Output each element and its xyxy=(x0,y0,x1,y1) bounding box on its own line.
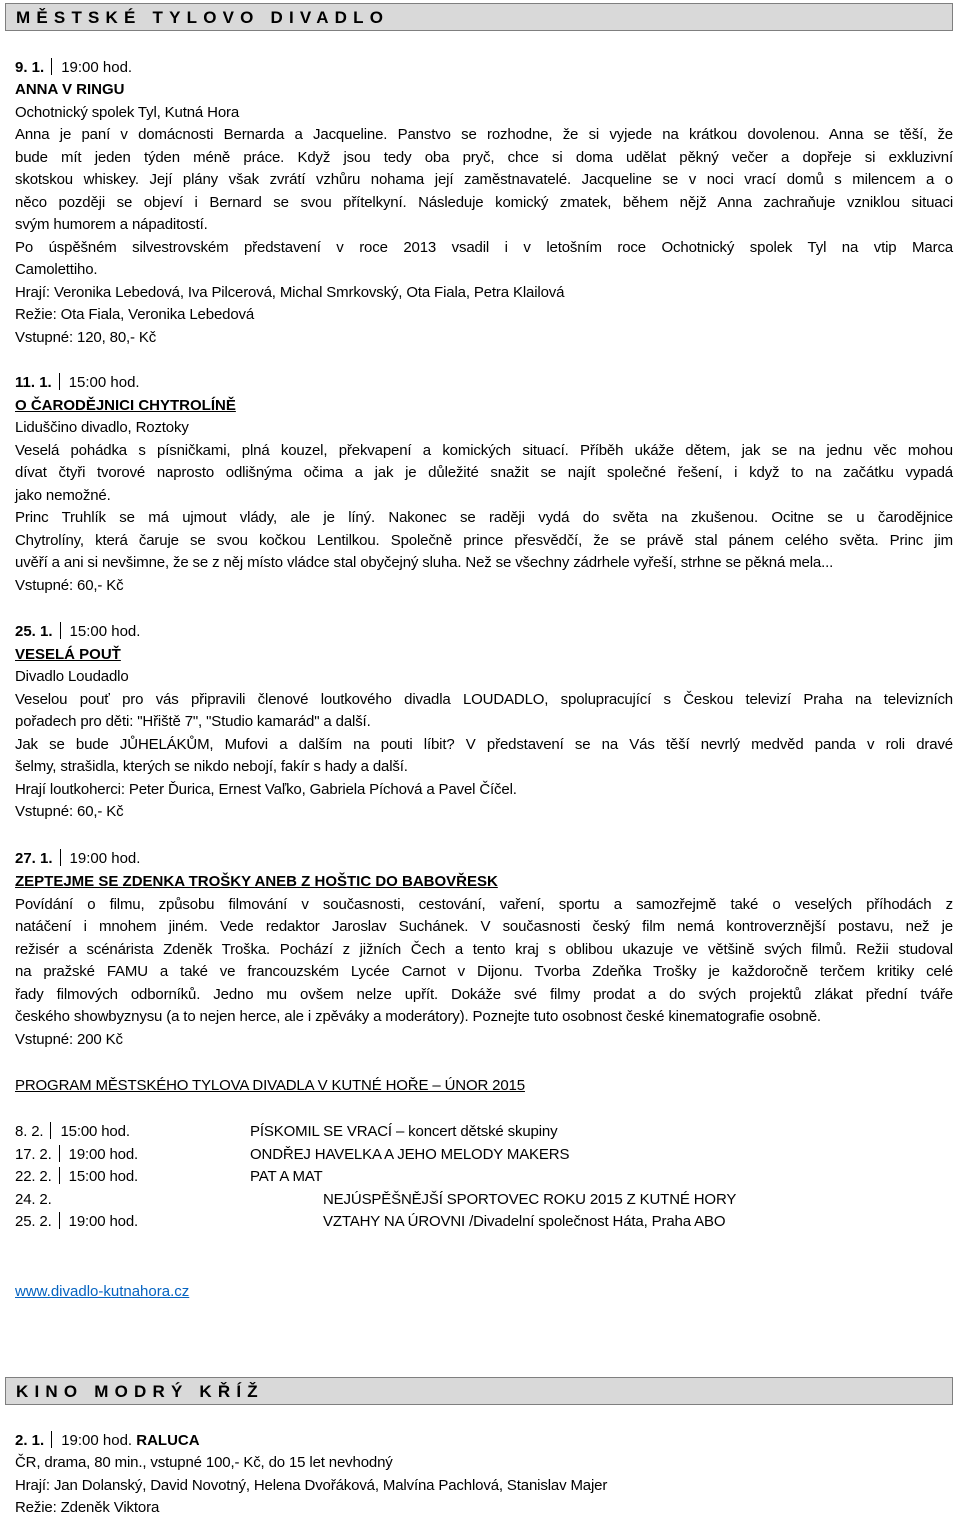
program-title: PAT A MAT xyxy=(250,1168,323,1185)
website-link[interactable]: www.divadlo-kutnahora.cz xyxy=(15,1283,190,1300)
separator xyxy=(51,58,52,75)
program-heading: PROGRAM MĚSTSKÉHO TYLOVA DIVADLA V KUTNÉ HOŘE – ÚNOR 2015 xyxy=(15,1077,525,1094)
separator xyxy=(50,1122,51,1139)
event-time: 19:00 hod. xyxy=(61,59,133,76)
program-item xyxy=(15,1211,953,1234)
event-date: 2. 1. xyxy=(15,1432,45,1449)
event-price: Vstupné: 60,- Kč xyxy=(15,577,124,594)
event-title: VESELÁ POUŤ xyxy=(15,646,121,663)
event-text-line: Po úspěšném silvestrovském představení v roce 2013 vsadil i v letošním roce Ochotnický spolek Tyl na vtip Marca xyxy=(15,239,953,256)
program-time: 19:00 hod. xyxy=(68,1213,139,1230)
event-time: 15:00 hod. xyxy=(69,623,141,640)
separator xyxy=(60,849,61,866)
program-title: ONDŘEJ HAVELKA A JEHO MELODY MAKERS xyxy=(250,1146,570,1163)
event-text-line: Princ Truhlík se má ujmout vlády, ale je líný. Nakonec se raději vydá do světa na zkušenou. Ocitne se u čarodějnice xyxy=(15,509,953,526)
event-date-line xyxy=(15,57,953,80)
section-header-mestske xyxy=(5,3,953,31)
event-time: 15:00 hod. xyxy=(68,374,140,391)
event-text-line: Camolettiho. xyxy=(15,261,98,278)
separator xyxy=(59,1167,60,1184)
event-text-line: Chytrolíny, která čaruje se svou kočkou Lentilkou. Společně prince přesvědčí, že se právě stal pánem celého světa. Princ jim xyxy=(15,532,953,549)
program-time: 19:00 hod. xyxy=(68,1146,139,1163)
event-text-line: dívat čtyři tvorové naprosto odlišnýma očima a jak je důležité snažit se najít společné řešení, i když to na začátku vypadá xyxy=(15,464,953,481)
event-title: RALUCA xyxy=(136,1432,200,1449)
event-text-line: uvěří a ani si nevšimne, že se z něj místo vládce stal obyčejný sluha. Než se všechny zádrhele vyřeší, strhne se pěkná mela... xyxy=(15,554,834,571)
event-ensemble: Divadlo Loudadlo xyxy=(15,668,129,685)
event-text-line: Jak se bude JŮHELÁKŮM, Mufovi a dalším na pouti líbit? V představení se na Vás těší nevrlý medvěd panda v roli dravé xyxy=(15,736,953,753)
program-time: 15:00 hod. xyxy=(68,1168,139,1185)
event-date: 25. 1. xyxy=(15,623,53,640)
event-price: Vstupné: 200 Kč xyxy=(15,1031,123,1048)
event-text-line: šelmy, strašidla, kterých se nikdo nebojí, fakír s hady a další. xyxy=(15,758,408,775)
event-director: Režie: Zdeněk Viktora xyxy=(15,1499,160,1516)
separator xyxy=(59,1145,60,1162)
event-ensemble: Ochotnický spolek Tyl, Kutná Hora xyxy=(15,104,240,121)
program-item xyxy=(15,1121,953,1144)
event-date: 9. 1. xyxy=(15,59,45,76)
program-date: 8. 2. xyxy=(15,1123,44,1140)
event-info: ČR, drama, 80 min., vstupné 100,- Kč, do 15 let nevhodný xyxy=(15,1454,393,1471)
event-text-line: Veselá pohádka s písničkami, plná kouzel, překvapení a komických situací. Příběh ukáže dětem, jak se na jednu věc mohou xyxy=(15,442,953,459)
event-date-line xyxy=(15,621,953,644)
website-line xyxy=(15,1281,953,1304)
separator xyxy=(60,622,61,639)
program-title: NEJÚSPĚŠNĚJŠÍ SPORTOVEC ROKU 2015 Z KUTNÉ HORY xyxy=(323,1191,737,1208)
event-text-line: natáčení i mnohem jiném. Vede redaktor Jaroslav Suchánek. V současnosti český film nemá kontroverznější postavu, než je xyxy=(15,918,953,935)
section-title: MĚSTSKÉ TYLOVO DIVADLO xyxy=(16,8,390,27)
program-date: 25. 2. xyxy=(15,1213,52,1230)
program-date: 22. 2. xyxy=(15,1168,52,1185)
event-text-line: na pražské FAMU a také ve francouzském Lycée Carnot v Dijonu. Tvorba Zdeňka Trošky je každoročně terčem kritiky celé xyxy=(15,963,953,980)
event-price: Vstupné: 120, 80,- Kč xyxy=(15,329,157,346)
program-title: PÍSKOMIL SE VRACÍ – koncert dětské skupiny xyxy=(250,1123,558,1140)
event-text-line: režisér a scénárista Zdeněk Troška. Pochází z jižních Čech a tento kraj s oblibou ukazuje ve většině svých filmů. Režii studoval xyxy=(15,941,953,958)
event-title: ZEPTEJME SE ZDENKA TROŠKY ANEB Z HOŠTIC DO BABOVŘESK xyxy=(15,873,498,890)
program-item xyxy=(15,1166,953,1189)
program-time: 15:00 hod. xyxy=(60,1123,130,1140)
event-text-line: bude mít jeden týden méně práce. Když jsou tedy oba pryč, chce si doma udělat pěkný večer a dopřeje si exkluzivní xyxy=(15,149,953,166)
separator xyxy=(51,1431,52,1448)
event-text-line: Anna je paní v domácnosti Bernarda a Jacqueline. Panstvo se rozhodne, že si vyjede na krátkou dovolenou. Anna se těší, že xyxy=(15,126,953,143)
program-item xyxy=(15,1189,953,1212)
event-date-line xyxy=(15,372,953,395)
program-date: 24. 2. xyxy=(15,1191,52,1208)
event-cast: Hrají loutkoherci: Peter Ďurica, Ernest Vaľko, Gabriela Píchová a Pavel Číčel. xyxy=(15,781,517,798)
separator xyxy=(59,373,60,390)
event-title: O ČARODĚJNICI CHYTROLÍNĚ xyxy=(15,397,236,414)
event-text-line: řady filmových odborníků. Jedno mu ovšem nelze upřít. Dokáže své filmy prodat a do svých projektů zlákat přední tváře xyxy=(15,986,953,1003)
event-time: 19:00 hod. xyxy=(61,1432,133,1449)
event-cast: Hrají: Veronika Lebedová, Iva Pilcerová, Michal Smrkovský, Ota Fiala, Petra Klailová xyxy=(15,284,565,301)
event-title: ANNA V RINGU xyxy=(15,81,125,98)
event-text-line: českého showbyznysu (a to nejen herce, ale i zpěváky a moderátory). Poznejte tuto osobnost české kinematografie osobně. xyxy=(15,1008,821,1025)
event-text-line: skotskou whiskey. Její plány však zvrátí vzhůru nohama její zaměstnavatelé. Jacqueline se v noci vrací domů s milencem a o xyxy=(15,171,953,188)
program-title: VZTAHY NA ÚROVNI /Divadelní společnost Háta, Praha ABO xyxy=(323,1213,726,1230)
event-date-line xyxy=(15,848,953,871)
program-date: 17. 2. xyxy=(15,1146,52,1163)
event-text-line: svým humorem a nápaditostí. xyxy=(15,216,208,233)
event-date: 11. 1. xyxy=(15,374,52,391)
event-text-line: něco později se objeví i Bernard se svou přítelkyní. Následuje komický zmatek, během nějž Anna zachraňuje vzniklou situaci xyxy=(15,194,953,211)
event-director: Režie: Ota Fiala, Veronika Lebedová xyxy=(15,306,255,323)
event-cast: Hrají: Jan Dolanský, David Novotný, Helena Dvořáková, Malvína Pachlová, Stanislav Majer xyxy=(15,1477,608,1494)
separator xyxy=(59,1212,60,1229)
section-title: KINO MODRÝ KŘÍŽ xyxy=(16,1382,264,1401)
event-text-line: jako nemožné. xyxy=(15,487,111,504)
event-date-line xyxy=(15,1430,953,1453)
event-time: 19:00 hod. xyxy=(69,850,141,867)
event-date: 27. 1. xyxy=(15,850,53,867)
event-text-line: Veselou pouť pro vás připravili členové loutkového divadla LOUDADLO, spolupracující s Českou televizí Praha na televizních xyxy=(15,691,953,708)
event-price: Vstupné: 60,- Kč xyxy=(15,803,124,820)
section-header-kino xyxy=(5,1377,953,1405)
program-item xyxy=(15,1144,953,1167)
event-ensemble: Liduščino divadlo, Roztoky xyxy=(15,419,189,436)
event-text-line: Povídání o filmu, způsobu filmování v současnosti, cestování, vaření, sportu a samozřejmě také o veselých příhodách z xyxy=(15,896,953,913)
event-text-line: pořadech pro děti: "Hřiště 7", "Studio kamarád" a další. xyxy=(15,713,371,730)
